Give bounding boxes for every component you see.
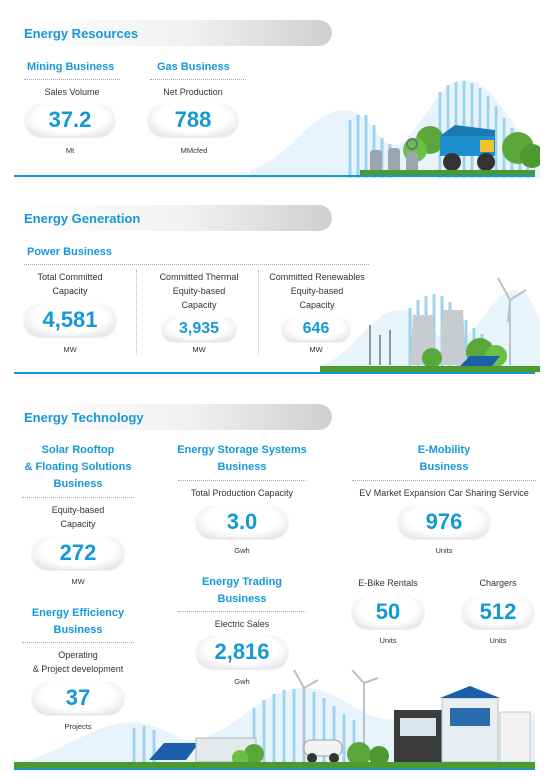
trading-value: 2,816 xyxy=(196,636,288,668)
power-business-title: Power Business xyxy=(27,246,112,258)
solar-title-1: Solar Rooftop xyxy=(41,444,115,456)
solar-title-2: & Floating Solutions xyxy=(24,461,132,473)
energy-technology-illustration xyxy=(14,668,535,768)
storage-unit: Gwh xyxy=(234,546,250,555)
divider xyxy=(22,497,134,498)
chargers-label: Chargers xyxy=(479,578,517,588)
section-underline xyxy=(14,768,535,770)
mining-value: 37.2 xyxy=(25,104,115,136)
chargers-value: 512 xyxy=(462,596,534,628)
section-title: Energy Resources xyxy=(24,25,139,41)
section-energy-technology xyxy=(14,404,332,430)
divider xyxy=(22,642,134,643)
section-title: Energy Technology xyxy=(24,409,144,425)
sharing-unit: Units xyxy=(435,546,453,555)
mining-gas-illustration xyxy=(250,70,540,178)
trading-label: Electric Sales xyxy=(214,619,270,629)
section-underline xyxy=(14,372,535,374)
section-energy-resources xyxy=(14,20,332,46)
divider xyxy=(178,611,306,612)
gas-unit: MMcfed xyxy=(180,146,208,155)
renewables-label-2: Equity-based xyxy=(290,286,344,296)
thermal-label-1: Committed Thermal xyxy=(159,272,239,282)
thermal-label-2: Equity-based xyxy=(172,286,226,296)
total-capacity-label-1: Total Committed xyxy=(37,272,103,282)
efficiency-label-1: Operating xyxy=(58,650,98,660)
mining-business-title: Mining Business xyxy=(27,61,115,73)
trading-title-2: Business xyxy=(217,593,267,605)
renewables-unit: MW xyxy=(309,345,323,354)
thermal-unit: MW xyxy=(192,345,206,354)
thermal-value: 3,935 xyxy=(162,317,236,341)
storage-value: 3.0 xyxy=(196,506,288,538)
emobility-title-1: E-Mobility xyxy=(417,444,471,456)
efficiency-value: 37 xyxy=(32,682,124,714)
trading-unit: Gwh xyxy=(234,677,250,686)
efficiency-label-2: & Project development xyxy=(32,664,124,674)
renewables-value: 646 xyxy=(282,317,350,341)
sharing-label: EV Market Expansion Car Sharing Service xyxy=(359,488,529,498)
section-underline xyxy=(14,175,535,177)
section-title: Energy Generation xyxy=(24,210,141,226)
storage-label: Total Production Capacity xyxy=(190,488,294,498)
total-capacity-value: 4,581 xyxy=(24,304,116,336)
solar-label-2: Capacity xyxy=(60,519,96,529)
efficiency-title-1: Energy Efficiency xyxy=(31,607,125,619)
trading-title-1: Energy Trading xyxy=(201,576,283,588)
divider xyxy=(24,79,120,80)
solar-value: 272 xyxy=(32,537,124,569)
renewables-label-1: Committed Renewables xyxy=(269,272,365,282)
divider xyxy=(136,270,137,354)
storage-title-1: Energy Storage Systems xyxy=(177,444,307,456)
solar-unit: MW xyxy=(71,577,85,586)
ebike-label: E-Bike Rentals xyxy=(358,578,418,588)
chargers-unit: Units xyxy=(489,636,507,645)
gas-business-title: Gas Business xyxy=(157,61,230,73)
divider xyxy=(352,480,536,481)
divider xyxy=(24,264,369,265)
gas-value: 788 xyxy=(148,104,238,136)
ebike-value: 50 xyxy=(352,596,424,628)
storage-title-2: Business xyxy=(217,461,267,473)
divider xyxy=(258,270,259,354)
sharing-value: 976 xyxy=(398,506,490,538)
mining-label: Sales Volume xyxy=(44,87,100,97)
power-plant-illustration xyxy=(320,270,540,374)
divider xyxy=(150,79,246,80)
ebike-unit: Units xyxy=(379,636,397,645)
gas-label: Net Production xyxy=(163,87,223,97)
mining-unit: Mt xyxy=(65,146,75,155)
divider xyxy=(178,480,306,481)
renewables-label-3: Capacity xyxy=(299,300,335,310)
section-energy-generation xyxy=(14,205,332,231)
total-capacity-unit: MW xyxy=(63,345,77,354)
solar-label-1: Equity-based xyxy=(51,505,105,515)
emobility-title-2: Business xyxy=(419,461,469,473)
efficiency-title-2: Business xyxy=(53,624,103,636)
thermal-label-3: Capacity xyxy=(181,300,217,310)
efficiency-unit: Projects xyxy=(64,722,92,731)
total-capacity-label-2: Capacity xyxy=(52,286,88,296)
solar-title-3: Business xyxy=(53,478,103,490)
